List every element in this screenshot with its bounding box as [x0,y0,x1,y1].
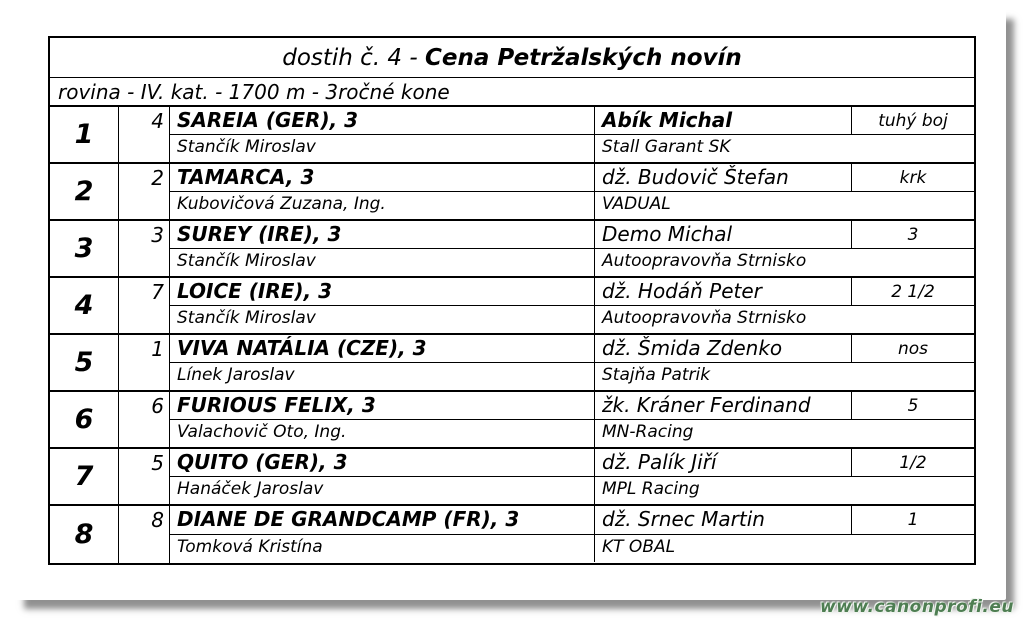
stable-name: VADUAL [602,194,671,215]
result-row [50,392,974,449]
jockey-name: dž. Srnec Martin [595,506,852,534]
start-number: 8 [119,506,170,563]
finish-position: 4 [50,278,119,333]
start-number: 1 [119,335,170,390]
jockey-name: dž. Šmida Zdenko [595,335,852,362]
result-margin: 1 [907,510,919,530]
race-results-table [48,36,976,565]
horse-name: TAMARCA, 3 [170,164,595,191]
horse-name: DIANE DE GRANDCAMP (FR), 3 [170,506,595,534]
stable-name: Stall Garant SK [602,137,731,158]
horse-name: FURIOUS FELIX, 3 [170,392,595,419]
horse-name: QUITO (GER), 3 [170,449,595,476]
result-margin: 1/2 [899,453,927,473]
result-margin: 2 1/2 [891,282,935,302]
result-row [50,221,974,278]
start-number: 2 [119,164,170,219]
result-margin: nos [897,339,929,359]
stable-name: Autoopravovňa Strnisko [602,251,807,272]
result-margin: 3 [907,225,919,245]
start-number: 4 [119,107,170,162]
race-title [50,38,974,78]
finish-position: 6 [50,392,119,447]
jockey-name: Abík Michal [595,107,852,134]
trainer-name: Stančík Miroslav [170,249,595,276]
stable-name: MN-Racing [602,422,694,443]
horse-name: VIVA NATÁLIA (CZE), 3 [170,335,595,362]
jockey-name: žk. Kráner Ferdinand [595,392,852,419]
stable-name: Autoopravovňa Strnisko [602,308,807,329]
scanned-page [12,6,1006,600]
jockey-name: dž. Budovič Štefan [595,164,852,191]
trainer-name: Stančík Miroslav [170,135,595,162]
finish-position: 5 [50,335,119,390]
result-row [50,107,974,164]
jockey-name: Demo Michal [595,221,852,248]
result-row [50,278,974,335]
horse-name: LOICE (IRE), 3 [170,278,595,305]
start-number: 3 [119,221,170,276]
finish-position: 7 [50,449,119,504]
stable-name: KT OBAL [602,537,676,557]
finish-position: 2 [50,164,119,219]
result-row [50,506,974,563]
result-row [50,449,974,506]
race-name: Cena Petržalských novín [425,44,742,71]
horse-name: SUREY (IRE), 3 [170,221,595,248]
trainer-name: Tomková Kristína [170,535,595,562]
trainer-name: Línek Jaroslav [170,363,595,390]
trainer-name: Hanáček Jaroslav [170,477,595,504]
jockey-name: dž. Palík Jiří [595,449,852,476]
horse-name: SAREIA (GER), 3 [170,107,595,134]
stable-name: MPL Racing [602,479,700,500]
jockey-name: dž. Hodáň Peter [595,278,852,305]
trainer-name: Kubovičová Zuzana, Ing. [170,192,595,219]
result-margin: tuhý boj [878,111,948,131]
stable-name: Stajňa Patrik [602,365,711,386]
start-number: 7 [119,278,170,333]
trainer-name: Stančík Miroslav [170,306,595,333]
trainer-name: Valachovič Oto, Ing. [170,420,595,447]
start-number: 6 [119,392,170,447]
finish-position: 3 [50,221,119,276]
result-row [50,164,974,221]
finish-position: 8 [50,506,119,563]
result-margin: 5 [907,396,919,416]
race-conditions: rovina - IV. kat. - 1700 m - 3ročné kone [50,78,974,107]
result-row [50,335,974,392]
result-margin: krk [899,168,927,188]
watermark-url: www.canonprofi.eu [820,597,1014,617]
race-number-label: dostih č. 4 - [282,44,425,71]
start-number: 5 [119,449,170,504]
finish-position: 1 [50,107,119,162]
